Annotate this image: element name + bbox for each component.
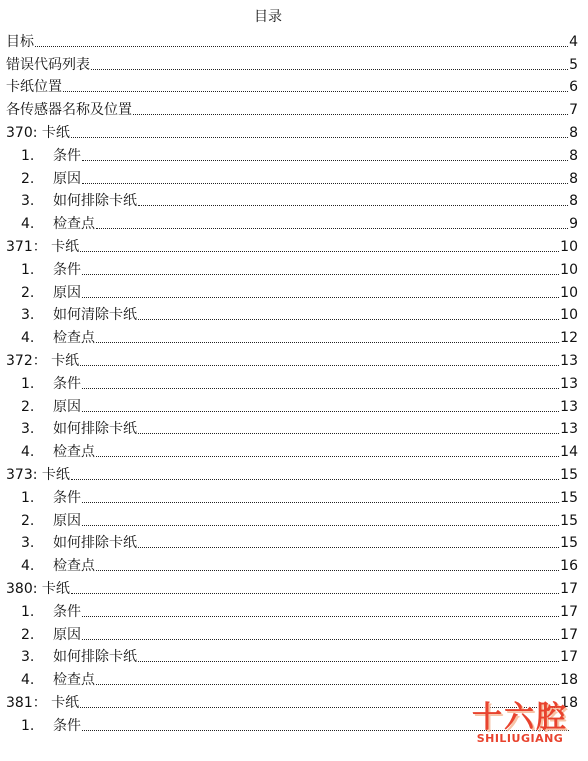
toc-entry-page: 17: [560, 649, 578, 666]
toc-entry-label: 条件: [53, 717, 81, 734]
toc-leader-dots: [82, 182, 568, 184]
toc-entry-page: 10: [560, 307, 578, 324]
toc-entry[interactable]: [6, 119, 578, 142]
toc-entry-page: 15: [560, 535, 578, 552]
toc-entry-label: 371： 卡纸: [6, 238, 80, 255]
toc-entry-page: 13: [560, 398, 578, 415]
toc-entry-page: 18: [560, 672, 578, 689]
toc-entry-page: 15: [560, 466, 578, 483]
toc-entry-page: 12: [560, 330, 578, 347]
toc-leader-dots: [96, 227, 568, 229]
toc-entry-label: 381： 卡纸: [6, 694, 80, 711]
toc-entry-page: 8: [569, 147, 578, 164]
toc-entry-number: 1.: [21, 375, 35, 392]
toc-entry[interactable]: [6, 393, 578, 416]
toc-entry-label: 检查点: [53, 672, 95, 689]
toc-entry[interactable]: [6, 644, 578, 667]
toc-entry[interactable]: [6, 188, 578, 211]
toc-entry[interactable]: [6, 530, 578, 553]
toc-entry-page: 13: [560, 375, 578, 392]
toc-entry[interactable]: [6, 370, 578, 393]
toc-leader-dots: [82, 501, 559, 503]
toc-entry-label: 原因: [53, 512, 81, 529]
toc-leader-dots: [35, 45, 568, 47]
toc-entry-page: 5: [569, 56, 578, 73]
toc-title: 目录: [254, 9, 282, 25]
toc-entry[interactable]: [6, 142, 578, 165]
toc-entry-page: 17: [560, 580, 578, 597]
toc-entry[interactable]: [6, 347, 578, 370]
toc-entry-label: 如何清除卡纸: [53, 307, 137, 324]
toc-entry-page: 13: [560, 352, 578, 369]
toc-entry-page: 17: [560, 626, 578, 643]
toc-leader-dots: [138, 660, 559, 662]
toc-entry-page: 14: [560, 444, 578, 461]
toc-entry[interactable]: [6, 28, 578, 51]
toc-entry-page: 4: [569, 33, 578, 50]
toc-entry-page: 8: [569, 193, 578, 210]
toc-entry-number: 3.: [21, 535, 35, 552]
toc-entry-label: 条件: [53, 603, 81, 620]
toc-entry-label: 原因: [53, 170, 81, 187]
toc-entry[interactable]: [6, 233, 578, 256]
toc-entry-label: 目标: [6, 33, 34, 50]
toc-entry[interactable]: [6, 302, 578, 325]
watermark-subtext: SHILIUGIANG: [476, 732, 564, 745]
toc-entry[interactable]: [6, 210, 578, 233]
toc-entry-label: 380: 卡纸: [6, 580, 70, 597]
toc-leader-dots: [96, 455, 559, 457]
toc-entry-number: 3.: [21, 307, 35, 324]
toc-leader-dots: [138, 318, 559, 320]
toc-entry-number: 4.: [21, 558, 35, 575]
toc-entry-number: 2.: [21, 626, 35, 643]
toc-entry-label: 373: 卡纸: [6, 466, 70, 483]
toc-entry-label: 条件: [53, 375, 81, 392]
toc-entry[interactable]: [6, 74, 578, 97]
toc-entry-number: 2.: [21, 284, 35, 301]
toc-leader-dots: [82, 410, 559, 412]
toc-leader-dots: [63, 90, 568, 92]
toc-leader-dots: [82, 273, 559, 275]
toc-entry-page: 8: [569, 170, 578, 187]
toc-entry-label: 原因: [53, 626, 81, 643]
toc-entry-label: 原因: [53, 398, 81, 415]
toc-entry-page: 15: [560, 512, 578, 529]
toc-entry-label: 如何排除卡纸: [53, 649, 137, 666]
toc-entry[interactable]: [6, 256, 578, 279]
toc-leader-dots: [96, 683, 559, 685]
toc-leader-dots: [82, 524, 559, 526]
table-of-contents: [6, 28, 578, 735]
toc-entry-page: 9: [569, 216, 578, 233]
toc-entry-label: 条件: [53, 261, 81, 278]
toc-leader-dots: [82, 638, 559, 640]
toc-entry[interactable]: [6, 438, 578, 461]
toc-leader-dots: [96, 569, 559, 571]
toc-entry-number: 1.: [21, 147, 35, 164]
toc-entry-page: 10: [560, 261, 578, 278]
toc-leader-dots: [82, 296, 559, 298]
toc-leader-dots: [82, 615, 559, 617]
watermark-text: 十六腔: [472, 700, 568, 735]
toc-entry[interactable]: [6, 51, 578, 74]
toc-leader-dots: [138, 432, 559, 434]
toc-entry[interactable]: [6, 165, 578, 188]
toc-entry-label: 370: 卡纸: [6, 124, 70, 141]
toc-entry-page: 10: [560, 284, 578, 301]
toc-entry-label: 条件: [53, 489, 81, 506]
toc-entry[interactable]: [6, 416, 578, 439]
toc-leader-dots: [82, 159, 568, 161]
toc-entry-label: 检查点: [53, 330, 95, 347]
toc-leader-dots: [138, 204, 568, 206]
toc-entry-label: 检查点: [53, 444, 95, 461]
toc-entry-label: 条件: [53, 147, 81, 164]
toc-entry-page: 10: [560, 238, 578, 255]
toc-entry-page: 17: [560, 603, 578, 620]
toc-entry[interactable]: [6, 96, 578, 119]
toc-entry-page: 8: [569, 124, 578, 141]
toc-entry-label: 各传感器名称及位置: [6, 102, 132, 119]
toc-entry-label: 如何排除卡纸: [53, 421, 137, 438]
toc-entry-page: 15: [560, 489, 578, 506]
toc-entry-number: 4.: [21, 444, 35, 461]
toc-entry-number: 1.: [21, 717, 35, 734]
toc-entry-number: 2.: [21, 398, 35, 415]
toc-entry-number: 1.: [21, 603, 35, 620]
toc-entry-number: 3.: [21, 193, 35, 210]
toc-entry-label: 如何排除卡纸: [53, 535, 137, 552]
toc-leader-dots: [133, 113, 568, 115]
toc-entry-page: 13: [560, 421, 578, 438]
toc-entry-number: 4.: [21, 216, 35, 233]
toc-leader-dots: [80, 364, 559, 366]
toc-entry[interactable]: [6, 575, 578, 598]
toc-entry[interactable]: [6, 621, 578, 644]
toc-entry-number: 3.: [21, 649, 35, 666]
toc-leader-dots: [82, 387, 559, 389]
toc-entry-number: 4.: [21, 330, 35, 347]
toc-entry[interactable]: [6, 279, 578, 302]
toc-leader-dots: [138, 546, 559, 548]
toc-entry-page: 6: [569, 79, 578, 96]
toc-entry-label: 检查点: [53, 558, 95, 575]
toc-leader-dots: [91, 68, 568, 70]
toc-entry[interactable]: [6, 324, 578, 347]
toc-entry-label: 如何排除卡纸: [53, 193, 137, 210]
toc-entry-page: 18: [560, 694, 578, 711]
toc-entry[interactable]: [6, 552, 578, 575]
toc-entry-number: 1.: [21, 261, 35, 278]
toc-leader-dots: [71, 592, 559, 594]
toc-entry-label: 372： 卡纸: [6, 352, 80, 369]
toc-leader-dots: [71, 478, 559, 480]
toc-entry-label: 错误代码列表: [6, 56, 90, 73]
toc-leader-dots: [96, 341, 559, 343]
toc-entry-page: 16: [560, 558, 578, 575]
toc-entry[interactable]: [6, 507, 578, 530]
toc-entry-number: 3.: [21, 421, 35, 438]
toc-entry-number: 4.: [21, 672, 35, 689]
toc-entry-label: 原因: [53, 284, 81, 301]
toc-entry-number: 2.: [21, 170, 35, 187]
toc-leader-dots: [80, 250, 559, 252]
toc-entry-number: 2.: [21, 512, 35, 529]
toc-entry-label: 检查点: [53, 216, 95, 233]
toc-entry[interactable]: [6, 484, 578, 507]
toc-entry-page: 7: [569, 102, 578, 119]
toc-entry-label: 卡纸位置: [6, 79, 62, 96]
toc-entry[interactable]: [6, 461, 578, 484]
toc-entry[interactable]: [6, 666, 578, 689]
watermark-logo: [452, 690, 588, 761]
toc-leader-dots: [71, 136, 568, 138]
toc-entry-number: 1.: [21, 489, 35, 506]
toc-entry[interactable]: [6, 598, 578, 621]
